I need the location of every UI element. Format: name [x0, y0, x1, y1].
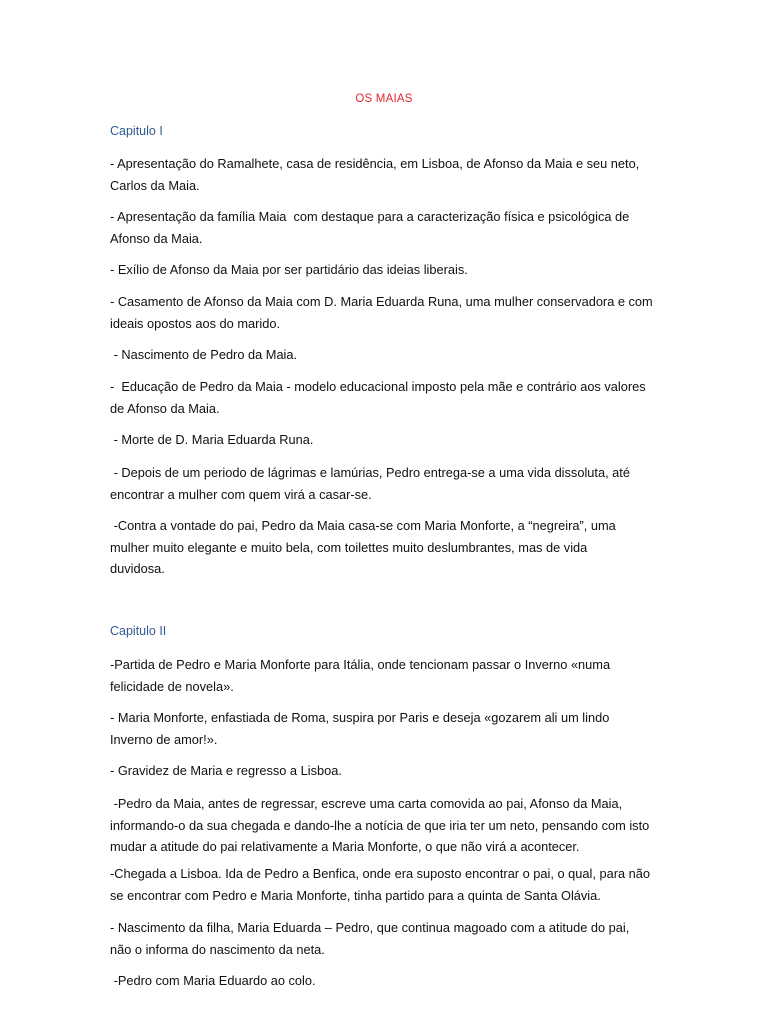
chapter-1-paragraph-1: - Apresentação do Ramalhete, casa de residência, em Lisboa, de Afonso da Maia e seu neto, Carlos da Maia.: [110, 156, 640, 193]
chapter-2-paragraph-2: - Maria Monforte, enfastiada de Roma, suspira por Paris e deseja «gozarem ali um lindo Inverno de amor!».: [110, 710, 610, 747]
chapter-1-paragraph-3: - Exílio de Afonso da Maia por ser partidário das ideias liberais.: [110, 262, 468, 277]
chapter-1-paragraph-2: - Apresentação da família Maia com destaque para a caracterização física e psicológica de Afonso da Maia.: [110, 209, 630, 246]
chapter-2-paragraph-7: -Pedro com Maria Eduardo ao colo.: [110, 973, 316, 988]
chapter-2-paragraph-5: -Chegada a Lisboa. Ida de Pedro a Benfica, onde era suposto encontrar o pai, o qual, para não se encontrar com Pedro e Maria Monforte, tinha partido para a quinta de Santa Olávia.: [110, 866, 650, 903]
chapter-2-paragraph-3: - Gravidez de Maria e regresso a Lisboa.: [110, 763, 342, 778]
chapter-2-paragraph-6: - Nascimento da filha, Maria Eduarda – Pedro, que continua magoado com a atitude do pai, não o informa do nascimento da neta.: [110, 920, 630, 957]
chapter-1-heading: Capitulo I: [110, 124, 163, 138]
chapter-2-paragraph-1: -Partida de Pedro e Maria Monforte para Itália, onde tencionam passar o Inverno «numa felicidade de novela».: [110, 657, 611, 694]
chapter-1-paragraph-4: - Casamento de Afonso da Maia com D. Maria Eduarda Runa, uma mulher conservadora e com ideais opostos aos do marido.: [110, 294, 653, 331]
chapter-1-paragraph-6: - Educação de Pedro da Maia - modelo educacional imposto pela mãe e contrário aos valores de Afonso da Maia.: [110, 379, 646, 416]
chapter-1-paragraph-5: - Nascimento de Pedro da Maia.: [110, 347, 298, 362]
chapter-1-paragraph-8: - Depois de um periodo de lágrimas e lamúrias, Pedro entrega-se a uma vida dissoluta, até encontrar a mulher com quem virá a casar-se.: [110, 465, 630, 502]
document-title: OS MAIAS: [355, 93, 413, 105]
chapter-2-heading: Capitulo II: [110, 624, 167, 638]
chapter-1-paragraph-9: -Contra a vontade do pai, Pedro da Maia casa-se com Maria Monforte, a “negreira”, uma mulher muito elegante e muito bela, com toilettes muito deslumbrantes, mas de vida duvidosa.: [110, 518, 616, 576]
chapter-1-paragraph-7: - Morte de D. Maria Eduarda Runa.: [110, 432, 314, 447]
chapter-2-paragraph-4: -Pedro da Maia, antes de regressar, escreve uma carta comovida ao pai, Afonso da Maia, informando-o da sua chegada e dando-lhe a notícia de que iria ter um neto, pensando com isto mudar a atitude do pai relativamente a Maria Monforte, o que não virá a acontecer.: [110, 796, 650, 854]
